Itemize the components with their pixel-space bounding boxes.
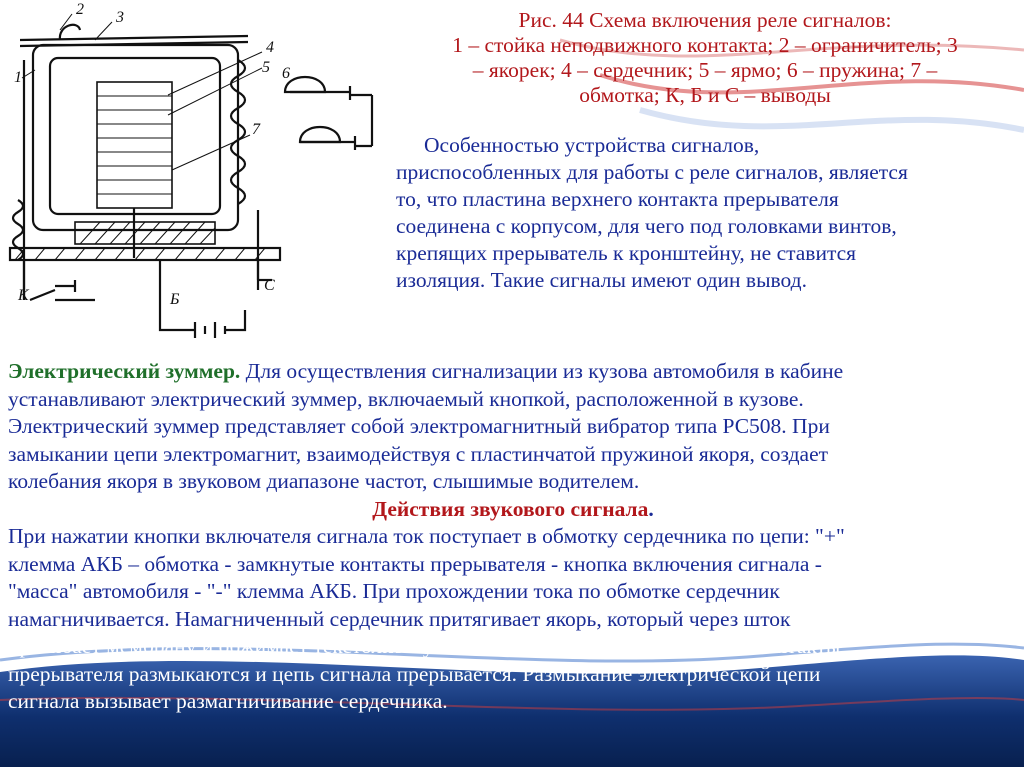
caption-title: Рис. 44 Схема включения реле сигналов: bbox=[518, 8, 892, 32]
diagram-label-3: 3 bbox=[116, 9, 124, 26]
paragraph-line: приспособленных для работы с реле сигналов, является bbox=[396, 160, 908, 184]
action-line: прогибает мембрану и обжимает текстолитовую пластину подвижного контакта. Контакты bbox=[8, 634, 841, 658]
figure-caption bbox=[396, 8, 1014, 108]
action-line: прерывателя размыкаются и цепь сигнала прерывается. Размыкание электрической цепи bbox=[8, 661, 821, 686]
caption-line: – якорек; 4 – сердечник; 5 – ярмо; 6 – пружина; 7 – bbox=[472, 58, 938, 82]
diagram-label-7: 7 bbox=[252, 121, 260, 138]
buzzer-line: устанавливают электрический зуммер, включаемый кнопкой, расположенной в кузове. bbox=[8, 386, 804, 411]
action-line: сигнала вызывает размагничивание сердечника. bbox=[8, 689, 448, 713]
diagram-label-4: 4 bbox=[266, 39, 274, 56]
buzzer-heading: Электрический зуммер. bbox=[8, 359, 241, 383]
diagram-label-b: Б bbox=[170, 291, 180, 308]
paragraph-line: изоляция. Такие сигналы имеют один вывод. bbox=[396, 268, 807, 292]
relay-circuit-diagram bbox=[0, 0, 385, 340]
diagram-label-k: К bbox=[18, 287, 29, 304]
buzzer-line: колебания якоря в звуковом диапазоне частот, слышимые водителем. bbox=[8, 469, 640, 493]
action-heading-period: . bbox=[648, 496, 654, 521]
diagram-label-c: С bbox=[264, 277, 275, 294]
buzzer-first-line bbox=[8, 358, 1018, 386]
caption-line: обмотка; К, Б и С – выводы bbox=[579, 83, 831, 107]
action-line: клемма АКБ – обмотка - замкнутые контакты прерывателя - кнопка включения сигнала - bbox=[8, 551, 822, 576]
buzzer-line: замыкании цепи электромагнит, взаимодействуя с пластинчатой пружиной якоря, создает bbox=[8, 441, 829, 466]
diagram-label-5: 5 bbox=[262, 59, 270, 76]
caption-line: 1 – стойка неподвижного контакта; 2 – ограничитель; 3 bbox=[452, 33, 958, 57]
paragraph-line: то, что пластина верхнего контакта прерывателя bbox=[396, 187, 839, 211]
action-heading bbox=[8, 496, 1018, 524]
buzzer-line-rest: Для осуществления сигнализации из кузова автомобиля в кабине bbox=[240, 359, 844, 383]
action-line: "масса" автомобиля - "-" клемма АКБ. При прохождении тока по обмотке сердечник bbox=[8, 579, 780, 603]
action-line: При нажатии кнопки включателя сигнала ток поступает в обмотку сердечника по цепи: "+" bbox=[8, 524, 845, 548]
action-line: намагничивается. Намагниченный сердечник притягивает якорь, который через шток bbox=[8, 606, 791, 631]
diagram-label-1: 1 bbox=[14, 69, 22, 86]
paragraph-line: соединена с корпусом, для чего под головками винтов, bbox=[396, 214, 897, 238]
signals-paragraph bbox=[396, 132, 1016, 294]
diagram-label-2: 2 bbox=[76, 1, 84, 18]
buzzer-line: Электрический зуммер представляет собой электромагнитный вибратор типа РС508. При bbox=[8, 414, 830, 438]
diagram-label-6: 6 bbox=[282, 65, 290, 82]
paragraph-line: крепящих прерыватель к кронштейну, не ставится bbox=[396, 241, 857, 265]
paragraph-line: Особенностью устройства сигналов, bbox=[424, 133, 760, 157]
action-heading-text: Действия звукового сигнала bbox=[372, 496, 649, 521]
main-body-text bbox=[8, 358, 1018, 716]
